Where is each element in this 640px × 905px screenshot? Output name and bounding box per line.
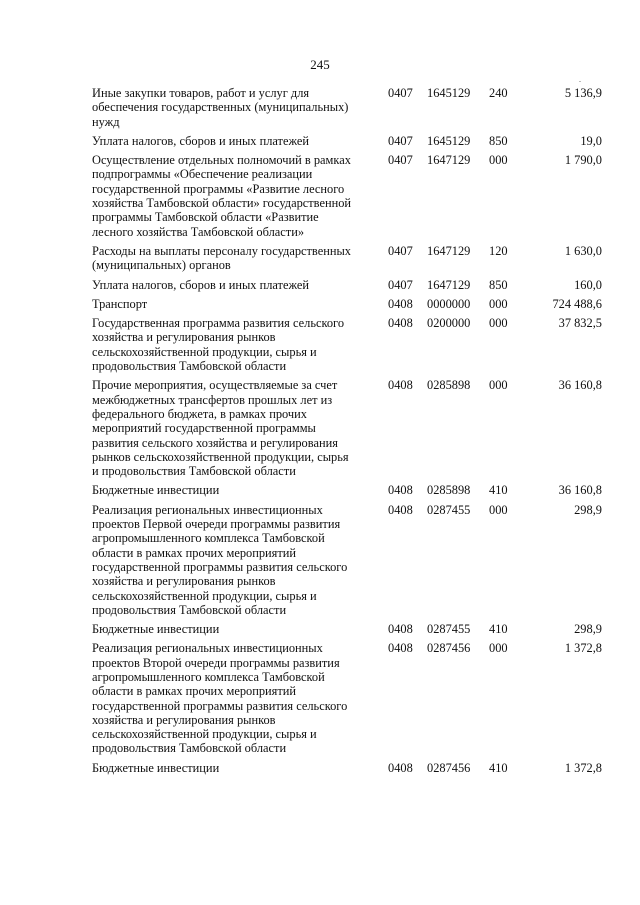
row-target-code: 0287455 <box>427 502 471 517</box>
row-target-code: 1645129 <box>427 86 471 100</box>
row-amount: 19,0 <box>580 133 602 148</box>
table-row <box>92 297 602 311</box>
budget-table <box>92 86 602 780</box>
row-section-code: 0408 <box>388 641 413 656</box>
table-row <box>92 134 602 148</box>
table-row <box>92 622 602 636</box>
row-target-code: 0287456 <box>427 760 471 775</box>
row-target-code: 0287455 <box>427 622 471 637</box>
row-target-code: 1647129 <box>427 153 471 168</box>
row-description: Реализация региональных инвестиционных проектов Первой очереди программы развития агропромышленного комплекса Тамбовской области в рамках прочих мероприятий государственной программы развития сельского хозяйства и регулирования рынков сельскохозяйственной продукции, сырья и продовольствия Тамбовской области <box>92 502 348 617</box>
table-row <box>92 503 602 617</box>
row-description: Бюджетные инвестиции <box>92 760 220 775</box>
row-description: Государственная программа развития сельского хозяйства и регулирования рынков сельскохозяйственной продукции, сырья и продовольствия Тамбовской области <box>92 316 345 374</box>
row-amount: 36 160,8 <box>558 378 602 393</box>
row-section-code: 0408 <box>388 378 413 393</box>
row-target-code: 1647129 <box>427 277 471 292</box>
table-row <box>92 641 602 755</box>
row-target-code: 0287456 <box>427 641 471 656</box>
row-amount: 160,0 <box>574 277 602 292</box>
row-description: Осуществление отдельных полномочий в рамках подпрограммы «Обеспечение реализации государственной программы «Развитие лесного хозяйства Тамбовской области» государственной программы Тамбовской области «Развитие лесного хозяйства Тамбовской области» <box>92 153 352 239</box>
table-row <box>92 153 602 239</box>
row-section-code: 0408 <box>388 483 413 498</box>
row-target-code: 1647129 <box>427 243 471 258</box>
row-description: Уплата налогов, сборов и иных платежей <box>92 277 310 292</box>
row-expense-type: 000 <box>489 316 508 331</box>
row-description: Иные закупки товаров, работ и услуг для обеспечения государственных (муниципальных) нужд <box>92 86 349 129</box>
row-expense-type: 000 <box>489 641 508 656</box>
row-target-code: 0000000 <box>427 296 471 311</box>
scan-speck <box>579 81 581 82</box>
row-amount: 37 832,5 <box>558 316 602 331</box>
row-expense-type: 120 <box>489 243 508 258</box>
row-expense-type: 000 <box>489 502 508 517</box>
table-row <box>92 483 602 497</box>
table-row <box>92 278 602 292</box>
row-amount: 1 372,8 <box>564 760 602 775</box>
row-section-code: 0408 <box>388 622 413 637</box>
row-expense-type: 000 <box>489 296 508 311</box>
row-amount: 36 160,8 <box>558 483 602 498</box>
row-description: Бюджетные инвестиции <box>92 483 220 498</box>
row-description: Уплата налогов, сборов и иных платежей <box>92 133 310 148</box>
page-number: 245 <box>310 57 330 72</box>
row-amount: 1 630,0 <box>564 243 602 258</box>
row-amount: 5 136,9 <box>564 86 602 100</box>
row-section-code: 0408 <box>388 502 413 517</box>
row-amount: 298,9 <box>574 622 602 637</box>
row-expense-type: 850 <box>489 277 508 292</box>
row-section-code: 0407 <box>388 153 413 168</box>
row-description: Реализация региональных инвестиционных проектов Второй очереди программы развития агропромышленного комплекса Тамбовской области в рамках прочих мероприятий государственной программы развития сельского хозяйства и регулирования рынков сельскохозяйственной продукции, сырья и продовольствия Тамбовской области <box>92 641 348 756</box>
row-expense-type: 000 <box>489 153 508 168</box>
row-target-code: 0285898 <box>427 378 471 393</box>
row-description: Прочие мероприятия, осуществляемые за счет межбюджетных трансфертов прошлых лет из федерального бюджета, в рамках прочих мероприятий государственной программы развития сельского хозяйства и регулирования рынков сельскохозяйственной продукции, сырья и продовольствия Тамбовской области <box>92 378 349 479</box>
row-expense-type: 850 <box>489 133 508 148</box>
row-expense-type: 000 <box>489 378 508 393</box>
row-target-code: 0285898 <box>427 483 471 498</box>
row-amount: 1 372,8 <box>564 641 602 656</box>
row-section-code: 0407 <box>388 243 413 258</box>
row-section-code: 0407 <box>388 86 413 100</box>
table-row <box>92 761 602 775</box>
row-expense-type: 410 <box>489 622 508 637</box>
table-row <box>92 244 602 273</box>
row-expense-type: 410 <box>489 483 508 498</box>
row-section-code: 0408 <box>388 316 413 331</box>
row-target-code: 0200000 <box>427 316 471 331</box>
row-amount: 298,9 <box>574 502 602 517</box>
row-amount: 724 488,6 <box>552 296 602 311</box>
row-section-code: 0408 <box>388 760 413 775</box>
row-section-code: 0407 <box>388 277 413 292</box>
row-expense-type: 410 <box>489 760 508 775</box>
row-expense-type: 240 <box>489 86 508 100</box>
row-section-code: 0407 <box>388 133 413 148</box>
table-row <box>92 378 602 478</box>
row-amount: 1 790,0 <box>564 153 602 168</box>
row-description: Бюджетные инвестиции <box>92 622 220 637</box>
table-row <box>92 86 602 129</box>
row-target-code: 1645129 <box>427 133 471 148</box>
row-description: Транспорт <box>92 296 148 311</box>
table-row <box>92 316 602 373</box>
row-description: Расходы на выплаты персоналу государственных (муниципальных) органов <box>92 243 351 273</box>
row-section-code: 0408 <box>388 296 413 311</box>
